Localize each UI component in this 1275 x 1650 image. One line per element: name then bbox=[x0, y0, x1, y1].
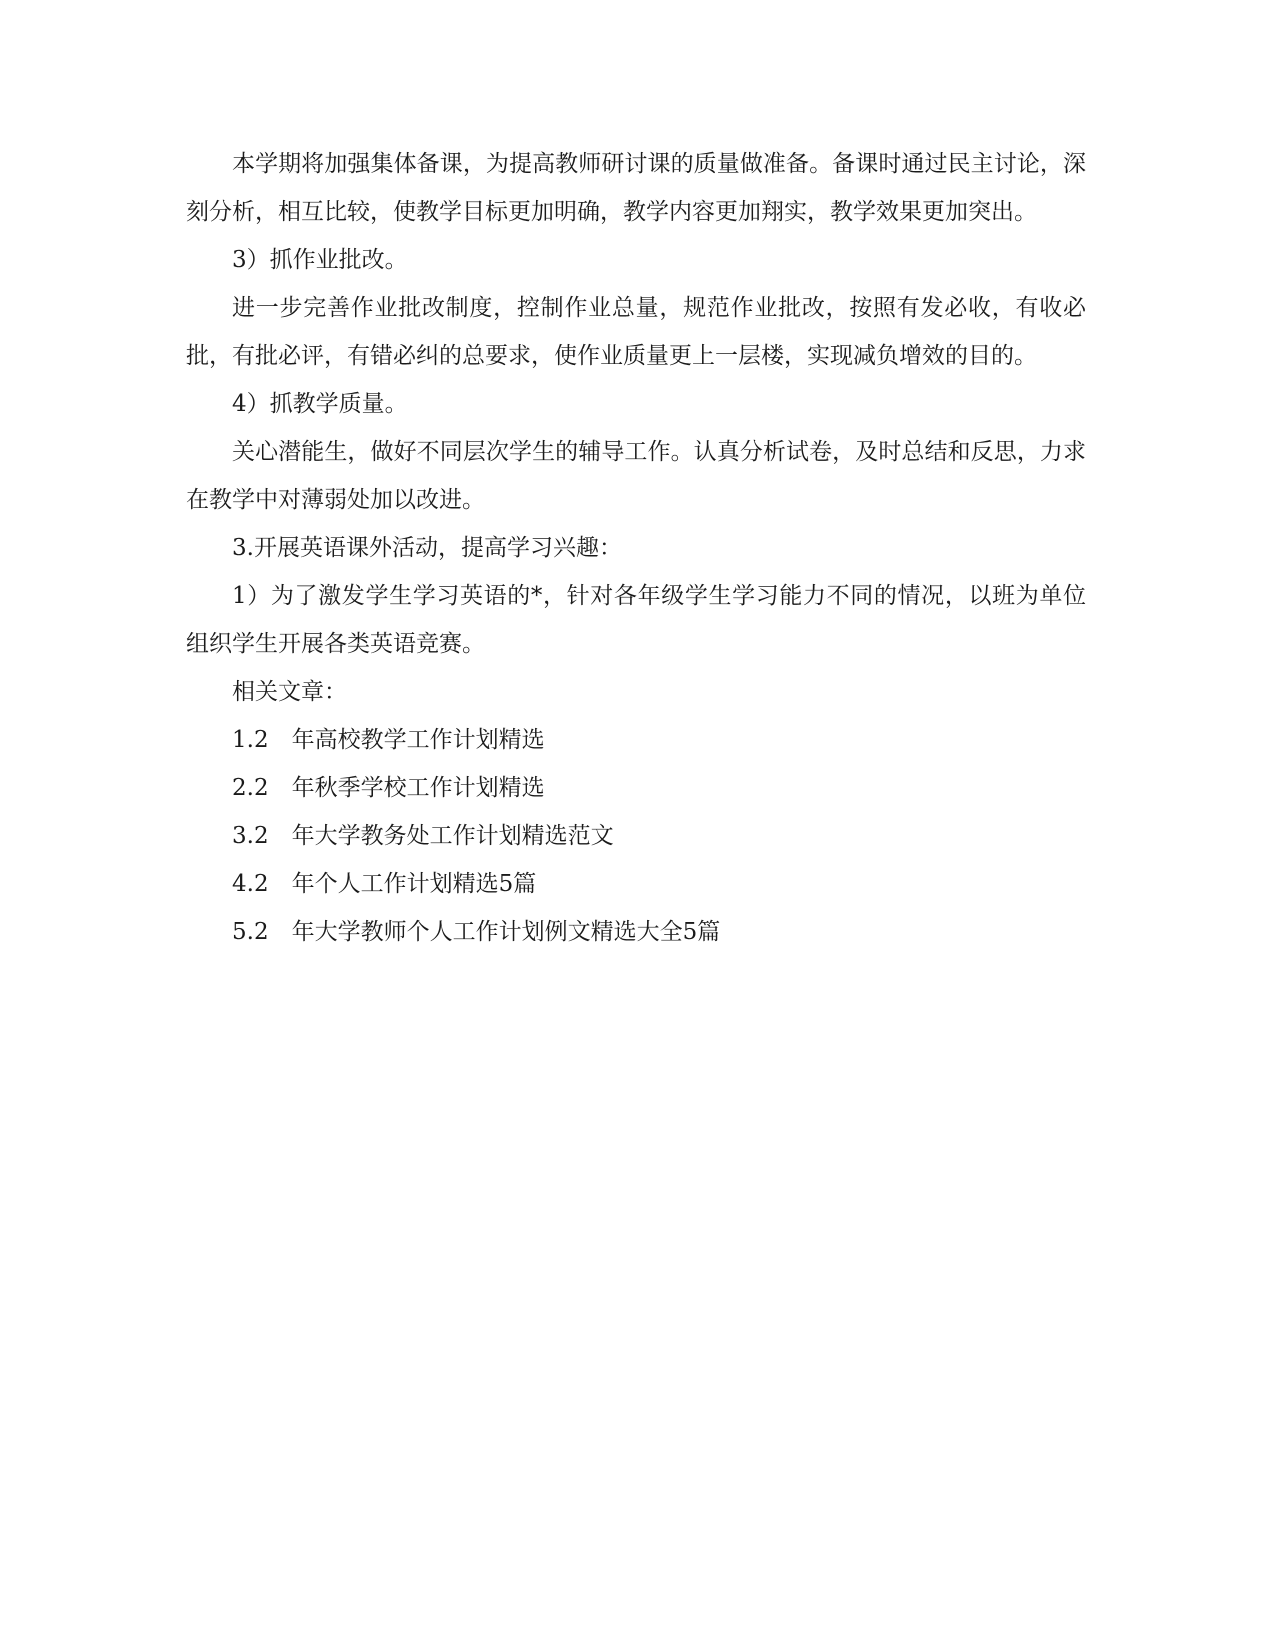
heading-homework-correction: 3）抓作业批改。 bbox=[232, 247, 408, 273]
heading-english-activities: 3.开展英语课外活动，提高学习兴趣： bbox=[232, 535, 622, 561]
document-page bbox=[186, 140, 1086, 956]
related-articles-heading: 相关文章： bbox=[232, 679, 347, 705]
paragraph-tutoring: 关心潜能生，做好不同层次学生的辅导工作。认真分析试卷，及时总结和反思，力求在教学中对薄弱处加以改进。 bbox=[186, 439, 1086, 513]
related-article-link[interactable]: 2.2 年秋季学校工作计划精选 bbox=[232, 775, 545, 801]
paragraph-collective-lesson-prep: 本学期将加强集体备课，为提高教师研讨课的质量做准备。备课时通过民主讨论，深刻分析，相互比较，使教学目标更加明确，教学内容更加翔实，教学效果更加突出。 bbox=[186, 151, 1086, 225]
paragraph-homework-system: 进一步完善作业批改制度，控制作业总量，规范作业批改，按照有发必收，有收必批，有批必评，有错必纠的总要求，使作业质量更上一层楼，实现减负增效的目的。 bbox=[186, 295, 1086, 369]
related-article-link[interactable]: 4.2 年个人工作计划精选5篇 bbox=[232, 871, 537, 897]
paragraph-english-competitions: 1）为了激发学生学习英语的*，针对各年级学生学习能力不同的情况，以班为单位组织学生开展各类英语竞赛。 bbox=[186, 583, 1086, 657]
heading-teaching-quality: 4）抓教学质量。 bbox=[232, 391, 408, 417]
related-articles-list bbox=[186, 716, 1086, 956]
related-article-link[interactable]: 3.2 年大学教务处工作计划精选范文 bbox=[232, 823, 614, 849]
related-article-link[interactable]: 1.2 年高校教学工作计划精选 bbox=[232, 727, 545, 753]
related-article-link[interactable]: 5.2 年大学教师个人工作计划例文精选大全5篇 bbox=[232, 919, 721, 945]
